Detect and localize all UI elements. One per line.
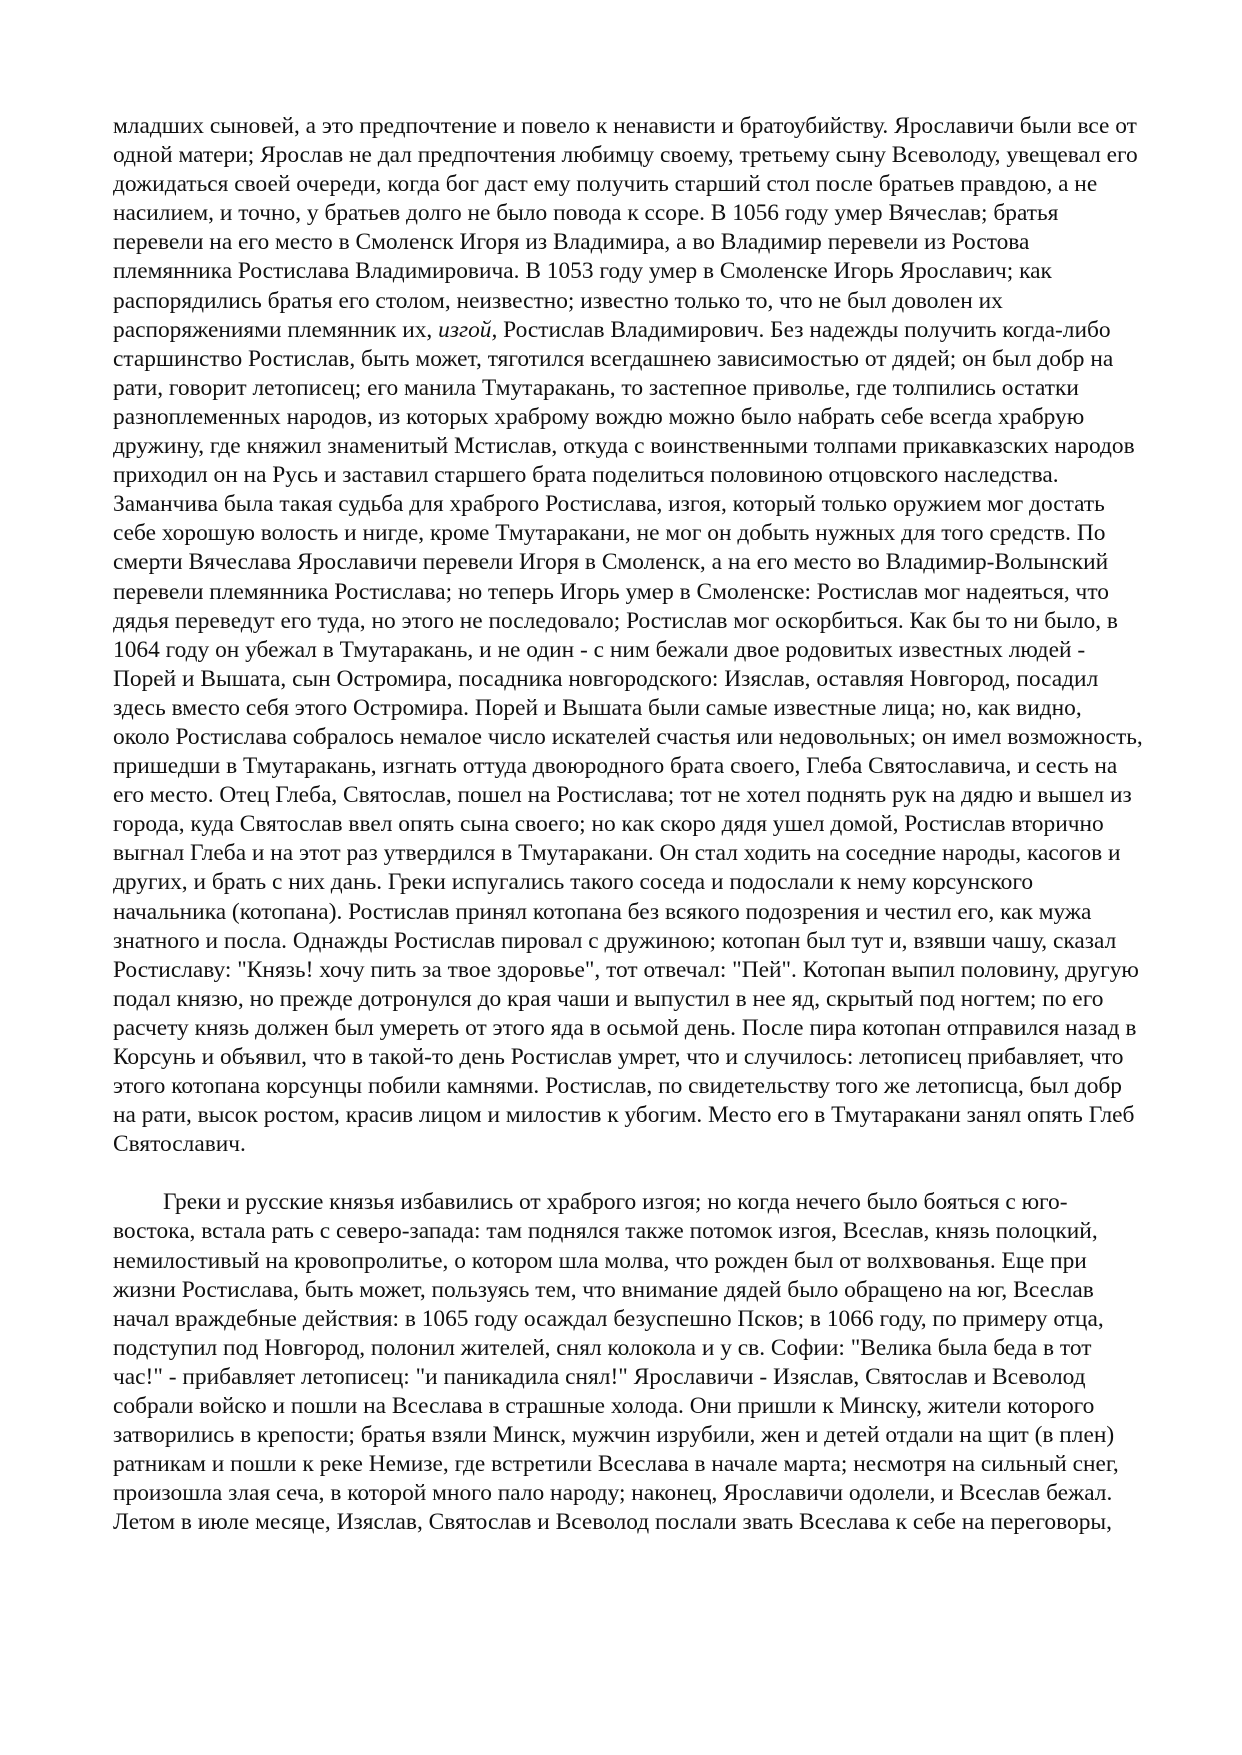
paragraph-vseslav: Греки и русские князья избавились от храброго изгоя; но когда нечего было бояться с юго-востока, встала рать с северо-запада: там поднялся также потомок изгоя, Всеслав, князь полоцкий, немилостивый на кровопролитье, о котором шла молва, что рожден был от волхвованья. Еще при жизни Ростислава, быть может, пользуясь тем, что внимание дядей было обращено на юг, Всеслав начал враждебные действия: в 1065 году осаждал безуспешно Псков; в 1066 году, по примеру отца, подступил под Новгород, полонил жителей, снял колокола и у св. Софии: "Велика была беда в тот час!" - прибавляет летописец: "и паникадила снял!" Ярославичи - Изяслав, Святослав и Всеволод собрали войско и пошли на Всеслава в страшные холода. Они пришли к Минску, жители которого затворились в крепости; братья взяли Минск, мужчин изрубили, жен и детей отдали на щит (в плен) ратникам и пошли к реке Немизе, где встретили Всеслава в начале марта; несмотря на сильный снег, произошла злая сеча, в которой много пало народу; наконец, Ярославичи одолели, и Всеслав бежал. Летом в июле месяце, Изяслав, Святослав и Всеволод послали звать Всеслава к себе на переговоры, <box>113 1189 1119 1536</box>
paragraph-rostislav-text-start: младших сыновей, а это предпочтение и повело к ненависти и братоубийству. Ярославичи были все от одной матери; Ярослав не дал предпочтения любимцу своему, третьему сыну Всеволоду, увещевал его дожидаться своей очереди, когда бог даст ему получить старший стол после братьев правдою, а не насилием, и точно, у братьев долго не было повода к ссоре. В 1056 году умер Вячеслав; братья перевели на его место в Смоленск Игоря из Владимира, а во Владимир перевели из Ростова племянника Ростислава Владимировича. В 1053 году умер в Смоленске Игорь Ярославич; как распорядились братья его столом, неизвестно; известно только то, что не был доволен их распоряжениями племянник их, <box>113 113 1138 343</box>
paragraph-rostislav-text-end: Ростислав Владимирович. Без надежды получить когда-либо старшинство Ростислав, быть может, тяготился всегдашнею зависимостью от дядей; он был добр на рати, говорит летописец; его манила Тмутаракань, то застепное приволье, где толпились остатки разноплеменных народов, из которых храброму вождю можно было набрать себе всегда храбрую дружину, где княжил знаменитый Мстислав, откуда с воинственными толпами прикавказских народов приходил он на Русь и заставил старшего брата поделиться половиною отцовского наследства. Заманчива была такая судьба для храброго Ростислава, изгоя, который только оружием мог достать себе хорошую волость и нигде, кроме Тмутаракани, не мог он добыть нужных для того средств. По смерти Вячеслава Ярославичи перевели Игоря в Смоленск, а на его место во Владимир-Волынский перевели племянника Ростислава; но теперь Игорь умер в Смоленске: Ростислав мог надеяться, что дядья переведут его туда, но этого не последовало; Ростислав мог оскорбиться. Как бы то ни было, в 1064 году он убежал в Тмутаракань, и не один - с ним бежали двое родовитых известных людей - Порей и Вышата, сын Остромира, посадника новгородского: Изяслав, оставляя Новгород, посадил здесь вместо себя этого Остромира. Порей и Вышата были самые известные лица; но, как видно, около Ростислава собралось немалое число искателей счастья или недовольных; он имел возможность, пришедши в Тмутаракань, изгнать оттуда двоюродного брата своего, Глеба Святославича, и сесть на его место. Отец Глеба, Святослав, пошел на Ростислава; тот не хотел поднять рук на дядю и вышел из города, куда Святослав ввел опять сына своего; но как скоро дядя ушел домой, Ростислав вторично выгнал Глеба и на этот раз утвердился в Тмутаракани. Он стал ходить на соседние народы, касогов и других, и брать с них дань. Греки испугались такого соседа и подослали к нему корсунского начальника (котопана). Ростислав принял котопана без всякого подозрения и честил его, как мужа знатного и посла. Однажды Ростислав пировал с дружиною; котопан был тут и, взявши чашу, сказал Ростиславу: "Князь! хочу пить за твое здоровье", тот отвечал: "Пей". Котопан выпил половину, другую подал князю, но прежде дотронулся до края чаши и выпустил в нее яд, скрытый под ногтем; по его расчету князь должен был умереть от этого яда в осьмой день. После пира котопан отправился назад в Корсунь и объявил, что в такой-то день Ростислав умрет, что и случилось: летописец прибавляет, что этого котопана корсунцы побили камнями. Ростислав, по свидетельству того же летописца, был добр на рати, высок ростом, красив лицом и милостив к убогим. Место его в Тмутаракани занял опять Глеб Святославич. <box>113 316 1143 1158</box>
document-page <box>113 112 1143 1538</box>
italic-term-izgoi: изгой, <box>438 316 498 343</box>
paragraph-rostislav <box>113 112 1143 1159</box>
